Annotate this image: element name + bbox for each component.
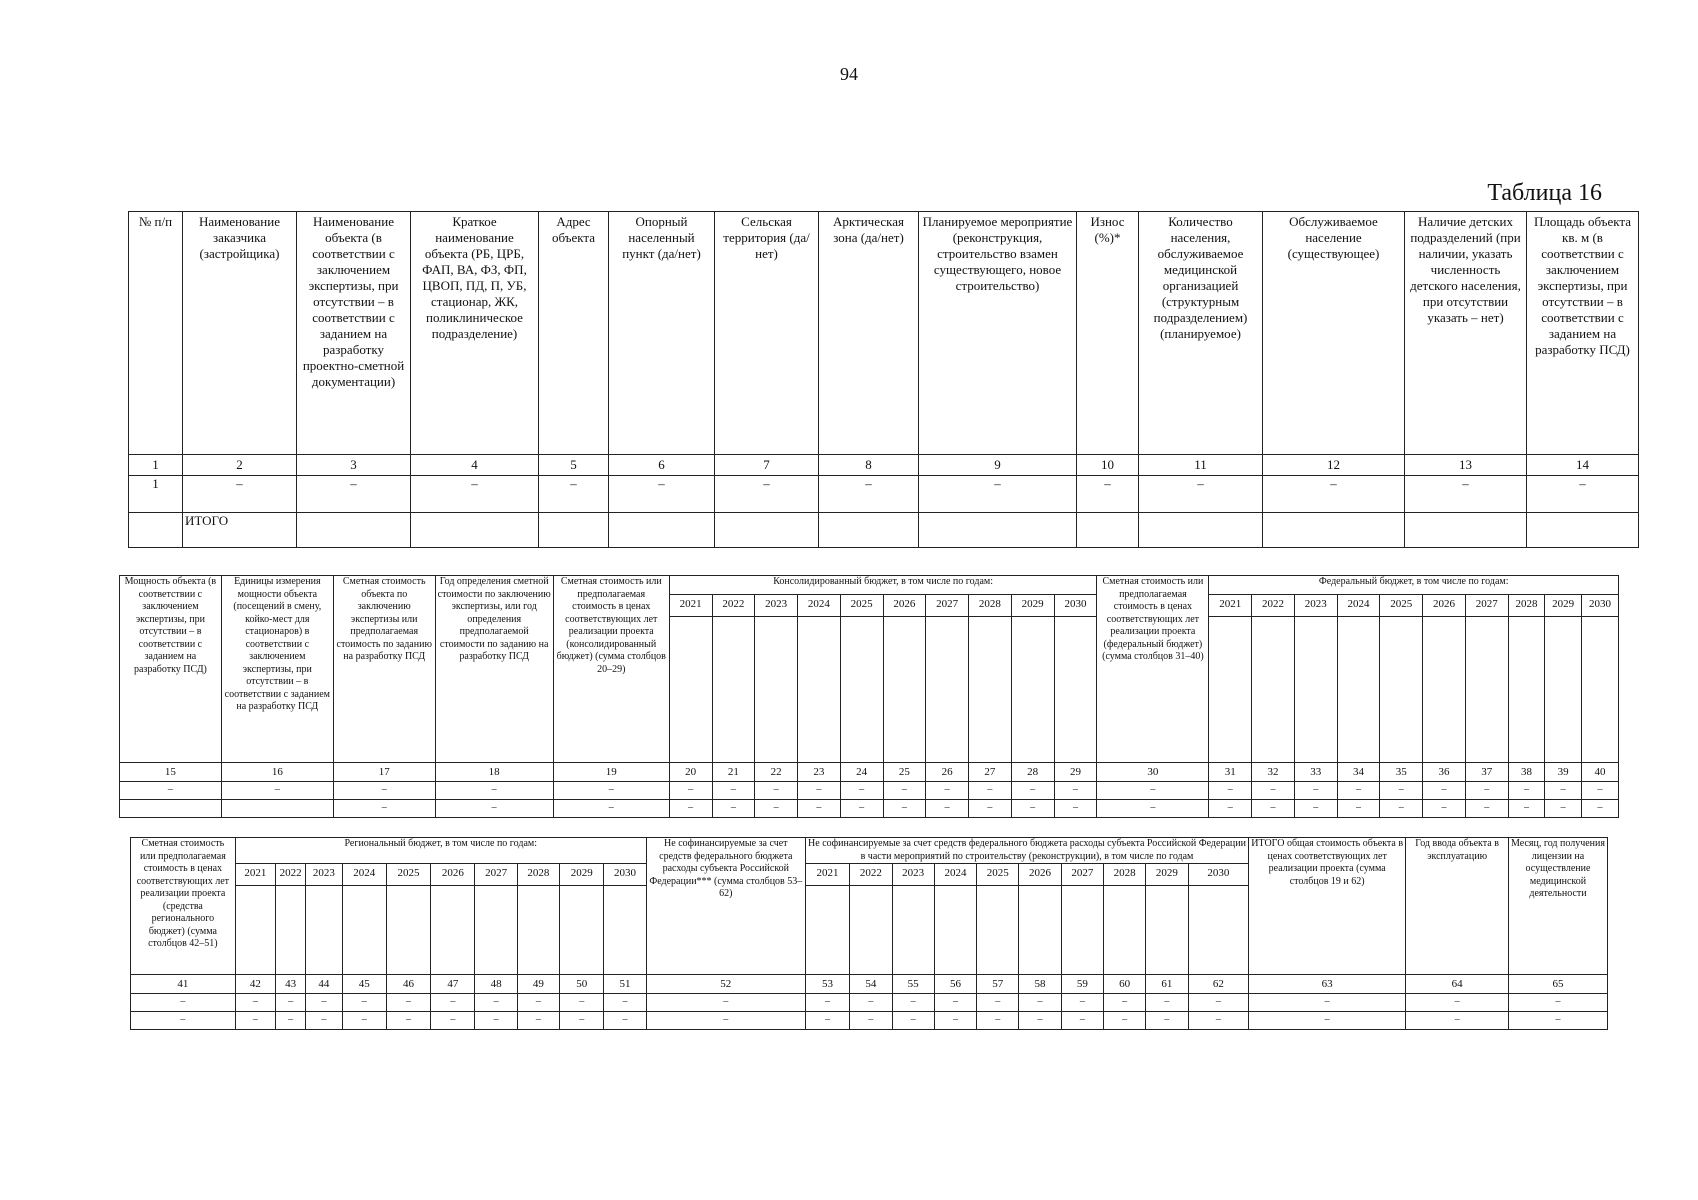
table-cell: – — [475, 994, 517, 1012]
column-number: 8 — [819, 455, 919, 476]
table-cell: – — [977, 1012, 1019, 1030]
year-header: 2023 — [306, 864, 342, 886]
table-cell: – — [539, 476, 609, 513]
table-cell: – — [969, 800, 1012, 818]
table-cell: – — [798, 782, 841, 800]
table-cell: – — [712, 800, 755, 818]
col-header: Планируемое мероприятие (реконструкция, строительство взамен существующего, новое строительство) — [919, 212, 1077, 455]
col-header: Месяц, год получения лицензии на осуществление медицинской деятельности — [1509, 838, 1608, 975]
column-number: 62 — [1188, 975, 1249, 994]
table-budget-consolidated-federal — [119, 575, 1619, 818]
table-cell: – — [1380, 800, 1423, 818]
column-number: 1 — [129, 455, 183, 476]
column-number: 45 — [342, 975, 386, 994]
column-number: 47 — [431, 975, 475, 994]
table-cell: – — [1103, 994, 1145, 1012]
table-cell: – — [1545, 800, 1582, 818]
table-cell: – — [1054, 782, 1097, 800]
table-cell: – — [431, 1012, 475, 1030]
column-number: 49 — [517, 975, 559, 994]
year-header: 2024 — [1337, 595, 1380, 617]
table-cell: – — [342, 994, 386, 1012]
column-number: 36 — [1423, 763, 1466, 782]
table-cell — [609, 513, 715, 548]
column-number: 46 — [386, 975, 430, 994]
col-header: Краткое наименование объекта (РБ, ЦРБ, ФАП, ВА, ФЗ, ФП, ЦВОП, ПД, П, УБ, стационар, ЖК, поликлиническое подразделение) — [411, 212, 539, 455]
table-cell: – — [669, 782, 712, 800]
table-cell: – — [235, 1012, 275, 1030]
column-number: 50 — [560, 975, 604, 994]
table-row — [131, 1012, 1608, 1030]
column-number: 63 — [1249, 975, 1406, 994]
table-cell: – — [120, 782, 222, 800]
table-cell: – — [919, 476, 1077, 513]
col-header: Обслуживаемое население (существующее) — [1263, 212, 1405, 455]
table-cell: – — [926, 782, 969, 800]
column-number: 56 — [934, 975, 976, 994]
table-cell: – — [306, 994, 342, 1012]
column-number: 4 — [411, 455, 539, 476]
table-cell: – — [221, 782, 333, 800]
table-cell: – — [235, 994, 275, 1012]
table-cell: – — [646, 994, 805, 1012]
year-header: 2028 — [1508, 595, 1545, 617]
column-number: 10 — [1077, 455, 1139, 476]
year-header: 2022 — [276, 864, 306, 886]
year-header: 2023 — [1294, 595, 1337, 617]
year-header: 2030 — [1188, 864, 1249, 886]
column-number: 3 — [297, 455, 411, 476]
col-header: Адрес объекта — [539, 212, 609, 455]
column-number: 9 — [919, 455, 1077, 476]
col-header: Износ (%)* — [1077, 212, 1139, 455]
table-cell: – — [306, 1012, 342, 1030]
column-number: 48 — [475, 975, 517, 994]
year-header: 2027 — [1061, 864, 1103, 886]
column-number: 31 — [1209, 763, 1252, 782]
year-header: 2030 — [1054, 595, 1097, 617]
year-header: 2026 — [431, 864, 475, 886]
table-cell: – — [1263, 476, 1405, 513]
col-header: Сельская территория (да/нет) — [715, 212, 819, 455]
column-number: 18 — [435, 763, 553, 782]
table-cell: – — [646, 1012, 805, 1030]
year-header: 2024 — [934, 864, 976, 886]
col-header: Мощность объекта (в соответствии с заключением экспертизы, при отсутствии – в соответствии с заданием на разработку ПСД) — [120, 576, 222, 763]
col-header: Сметная стоимость или предполагаемая стоимость в ценах соответствующих лет реализации проекта (консолидированный бюджет) (сумма столбцов 20–29) — [553, 576, 669, 763]
column-number: 6 — [609, 455, 715, 476]
table-cell: – — [883, 782, 926, 800]
table-cell: – — [1405, 476, 1527, 513]
table-cell: – — [1581, 800, 1618, 818]
table-row — [131, 994, 1608, 1012]
column-number: 16 — [221, 763, 333, 782]
table-cell: – — [1097, 782, 1209, 800]
column-number-row — [129, 455, 1639, 476]
year-header: 2025 — [977, 864, 1019, 886]
table-cell: – — [131, 994, 236, 1012]
column-number: 5 — [539, 455, 609, 476]
column-number: 58 — [1019, 975, 1061, 994]
table-cell: – — [1019, 1012, 1061, 1030]
table-cell: – — [386, 994, 430, 1012]
table-cell: – — [850, 1012, 892, 1030]
table-cell: – — [475, 1012, 517, 1030]
col-header: Сметная стоимость или предполагаемая стоимость в ценах соответствующих лет реализации проекта (средства регионального бюджет) (сумма столбцов 42–51) — [131, 838, 236, 975]
year-header: 2029 — [1011, 595, 1054, 617]
column-number: 20 — [669, 763, 712, 782]
year-header: 2029 — [1545, 595, 1582, 617]
year-header: 2026 — [1423, 595, 1466, 617]
table-cell: – — [934, 994, 976, 1012]
table-cell: – — [1054, 800, 1097, 818]
table-cell: – — [1527, 476, 1639, 513]
table-cell — [539, 513, 609, 548]
column-number: 29 — [1054, 763, 1097, 782]
column-number: 55 — [892, 975, 934, 994]
column-number: 32 — [1252, 763, 1295, 782]
table-title: Таблица 16 — [1487, 180, 1602, 206]
column-number: 53 — [805, 975, 849, 994]
table-row — [120, 782, 1619, 800]
year-header: 2025 — [840, 595, 883, 617]
year-header: 2026 — [1019, 864, 1061, 886]
year-header: 2021 — [669, 595, 712, 617]
table-cell: – — [386, 1012, 430, 1030]
table-cell: – — [1103, 1012, 1145, 1030]
year-header: 2021 — [1209, 595, 1252, 617]
table-cell: – — [1545, 782, 1582, 800]
table-cell — [129, 513, 183, 548]
column-number-row — [131, 975, 1608, 994]
col-header: Единицы измерения мощности объекта (посещений в смену, койко-мест для стационаров) в соответствии с заключением экспертизы, при отсутствии – в соответствии с заданием на разработку ПСД — [221, 576, 333, 763]
column-number: 22 — [755, 763, 798, 782]
column-number: 41 — [131, 975, 236, 994]
group-header-regional: Региональный бюджет, в том числе по годам: — [235, 838, 646, 864]
column-number: 19 — [553, 763, 669, 782]
column-number-row — [120, 763, 1619, 782]
table-cell: – — [1509, 1012, 1608, 1030]
table-cell — [1139, 513, 1263, 548]
column-number: 11 — [1139, 455, 1263, 476]
column-number: 42 — [235, 975, 275, 994]
table-cell: – — [798, 800, 841, 818]
col-header: Наименование заказчика (застройщика) — [183, 212, 297, 455]
table-cell: – — [1423, 800, 1466, 818]
table-cell: – — [805, 1012, 849, 1030]
table-cell: – — [1509, 994, 1608, 1012]
col-header: Наименование объекта (в соответствии с заключением экспертизы, при отсутствии – в соответствии с заданием на разработку проектно-сметной документации) — [297, 212, 411, 455]
col-header: Площадь объекта кв. м (в соответствии с заключением экспертизы, при отсутствии – в соответствии с заданием на разработку ПСД) — [1527, 212, 1639, 455]
table-cell: – — [560, 994, 604, 1012]
table-cell: – — [333, 800, 435, 818]
column-number: 44 — [306, 975, 342, 994]
col-header: Количество населения, обслуживаемое медицинской организацией (структурным подразделением) (планируемое) — [1139, 212, 1263, 455]
table-cell: – — [840, 800, 883, 818]
table-cell — [1077, 513, 1139, 548]
table-cell: – — [342, 1012, 386, 1030]
table-cell: – — [669, 800, 712, 818]
column-number: 43 — [276, 975, 306, 994]
table-cell: – — [892, 1012, 934, 1030]
year-header: 2027 — [926, 595, 969, 617]
table-cell: – — [1294, 782, 1337, 800]
year-header: 2028 — [1103, 864, 1145, 886]
table-cell: – — [276, 1012, 306, 1030]
table-cell: – — [560, 1012, 604, 1030]
table-cell: – — [1209, 800, 1252, 818]
col-header: ИТОГО общая стоимость объекта в ценах соответствующих лет реализации проекта (сумма столбцов 19 и 62) — [1249, 838, 1406, 975]
table-cell: – — [1465, 800, 1508, 818]
year-header: 2025 — [1380, 595, 1423, 617]
table-cell — [120, 800, 222, 818]
column-number: 40 — [1581, 763, 1618, 782]
table-cell — [221, 800, 333, 818]
table-cell: – — [1406, 994, 1509, 1012]
table-cell: – — [755, 800, 798, 818]
group-header-nonfinanced: Не софинансируемые за счет средств федерального бюджета расходы субъекта Российской Федерации в части мероприятий по строительству (реконструкции), в том числе по годам — [805, 838, 1248, 864]
table-cell: – — [609, 476, 715, 513]
year-header: 2028 — [969, 595, 1012, 617]
table-cell: – — [850, 994, 892, 1012]
table-cell: – — [1139, 476, 1263, 513]
column-number: 61 — [1146, 975, 1188, 994]
col-header: Год определения сметной стоимости по заключению экспертизы, или год определения предполагаемой стоимости по заданию на разработку ПСД — [435, 576, 553, 763]
table-cell — [297, 513, 411, 548]
col-header: Опорный населенный пункт (да/нет) — [609, 212, 715, 455]
col-header: Сметная стоимость объекта по заключению экспертизы или предполагаемая стоимость по заданию на разработку ПСД — [333, 576, 435, 763]
table-cell: – — [1209, 782, 1252, 800]
column-number: 65 — [1509, 975, 1608, 994]
group-header-federal: Федеральный бюджет, в том числе по годам: — [1209, 576, 1619, 595]
table-cell: – — [435, 782, 553, 800]
col-header: Сметная стоимость или предполагаемая стоимость в ценах соответствующих лет реализации проекта (федеральный бюджет) (сумма столбцов 31–40) — [1097, 576, 1209, 763]
table-row — [129, 476, 1639, 513]
table-cell: – — [431, 994, 475, 1012]
col-header: Арктическая зона (да/нет) — [819, 212, 919, 455]
year-header: 2029 — [1146, 864, 1188, 886]
table-cell — [1405, 513, 1527, 548]
year-header: 2021 — [235, 864, 275, 886]
table-cell: – — [892, 994, 934, 1012]
table-cell: – — [131, 1012, 236, 1030]
table-cell — [919, 513, 1077, 548]
year-header: 2023 — [892, 864, 934, 886]
column-number: 27 — [969, 763, 1012, 782]
column-number: 23 — [798, 763, 841, 782]
table-cell: – — [1146, 1012, 1188, 1030]
table-cell: – — [840, 782, 883, 800]
column-number: 15 — [120, 763, 222, 782]
column-number: 26 — [926, 763, 969, 782]
column-number: 21 — [712, 763, 755, 782]
column-number: 2 — [183, 455, 297, 476]
column-number: 25 — [883, 763, 926, 782]
column-number: 37 — [1465, 763, 1508, 782]
table-cell — [715, 513, 819, 548]
table-cell: – — [553, 782, 669, 800]
year-header: 2024 — [342, 864, 386, 886]
col-header: Год ввода объекта в эксплуатацию — [1406, 838, 1509, 975]
table-cell: – — [297, 476, 411, 513]
table-cell: – — [1465, 782, 1508, 800]
year-header: 2028 — [517, 864, 559, 886]
table-cell: – — [969, 782, 1012, 800]
col-header: Наличие детских подразделений (при наличии, указать численность детского населения, при отсутствии указать – нет) — [1405, 212, 1527, 455]
table-cell: – — [755, 782, 798, 800]
table-cell: – — [1380, 782, 1423, 800]
column-number: 59 — [1061, 975, 1103, 994]
year-header: 2023 — [755, 595, 798, 617]
table-cell: – — [977, 994, 1019, 1012]
table-cell: – — [1061, 1012, 1103, 1030]
column-number: 38 — [1508, 763, 1545, 782]
table-object-info — [128, 211, 1639, 548]
column-number: 33 — [1294, 763, 1337, 782]
total-label: ИТОГО — [183, 513, 297, 548]
table-cell: – — [1249, 994, 1406, 1012]
column-number: 24 — [840, 763, 883, 782]
table-cell: – — [333, 782, 435, 800]
year-header: 2022 — [712, 595, 755, 617]
table-cell: – — [1188, 1012, 1249, 1030]
table-cell: – — [1097, 800, 1209, 818]
table-cell: – — [183, 476, 297, 513]
table-cell — [1263, 513, 1405, 548]
column-number: 13 — [1405, 455, 1527, 476]
table-cell: – — [883, 800, 926, 818]
table-cell: – — [1508, 782, 1545, 800]
table-cell: – — [517, 994, 559, 1012]
column-number: 7 — [715, 455, 819, 476]
table-cell: – — [1337, 782, 1380, 800]
column-number: 64 — [1406, 975, 1509, 994]
table-cell: – — [805, 994, 849, 1012]
table-cell: – — [1061, 994, 1103, 1012]
year-header: 2021 — [805, 864, 849, 886]
table-cell: – — [1337, 800, 1380, 818]
year-header: 2022 — [1252, 595, 1295, 617]
column-number: 17 — [333, 763, 435, 782]
year-header: 2026 — [883, 595, 926, 617]
col-header: № п/п — [129, 212, 183, 455]
table-cell: – — [1019, 994, 1061, 1012]
column-number: 35 — [1380, 763, 1423, 782]
table-cell: – — [1406, 1012, 1509, 1030]
table-cell: 1 — [129, 476, 183, 513]
year-header: 2030 — [604, 864, 646, 886]
column-number: 12 — [1263, 455, 1405, 476]
year-header: 2027 — [1465, 595, 1508, 617]
table-row — [120, 800, 1619, 818]
table-cell: – — [1188, 994, 1249, 1012]
table-cell: – — [553, 800, 669, 818]
table-cell: – — [819, 476, 919, 513]
column-number: 28 — [1011, 763, 1054, 782]
year-header: 2027 — [475, 864, 517, 886]
column-number: 52 — [646, 975, 805, 994]
table-cell: – — [1581, 782, 1618, 800]
col-header: Не софинансируемые за счет средств федерального бюджета расходы субъекта Российской Федерации*** (сумма столбцов 53–62) — [646, 838, 805, 975]
table-cell: – — [517, 1012, 559, 1030]
column-number: 30 — [1097, 763, 1209, 782]
table-cell: – — [604, 1012, 646, 1030]
table-cell: – — [934, 1012, 976, 1030]
table-cell: – — [926, 800, 969, 818]
column-number: 51 — [604, 975, 646, 994]
table-cell: – — [276, 994, 306, 1012]
table-budget-regional — [130, 837, 1608, 1030]
table-cell: – — [1423, 782, 1466, 800]
column-number: 39 — [1545, 763, 1582, 782]
table-cell: – — [1011, 782, 1054, 800]
column-number: 57 — [977, 975, 1019, 994]
column-number: 34 — [1337, 763, 1380, 782]
total-row — [129, 513, 1639, 548]
column-number: 14 — [1527, 455, 1639, 476]
table-cell: – — [712, 782, 755, 800]
year-header: 2025 — [386, 864, 430, 886]
table-cell: – — [1249, 1012, 1406, 1030]
table-cell — [411, 513, 539, 548]
table-cell: – — [1146, 994, 1188, 1012]
table-cell: – — [1294, 800, 1337, 818]
table-cell: – — [1077, 476, 1139, 513]
page-number: 94 — [840, 64, 858, 84]
year-header: 2022 — [850, 864, 892, 886]
column-number: 60 — [1103, 975, 1145, 994]
table-cell: – — [715, 476, 819, 513]
group-header-consolidated: Консолидированный бюджет, в том числе по годам: — [669, 576, 1097, 595]
table-cell: – — [1011, 800, 1054, 818]
column-number: 54 — [850, 975, 892, 994]
table-cell: – — [604, 994, 646, 1012]
table-cell: – — [1508, 800, 1545, 818]
table-cell — [819, 513, 919, 548]
table-cell: – — [1252, 782, 1295, 800]
year-header: 2030 — [1581, 595, 1618, 617]
year-header: 2024 — [798, 595, 841, 617]
table-cell: – — [411, 476, 539, 513]
table-cell — [1527, 513, 1639, 548]
table-cell: – — [1252, 800, 1295, 818]
year-header: 2029 — [560, 864, 604, 886]
table-cell: – — [435, 800, 553, 818]
